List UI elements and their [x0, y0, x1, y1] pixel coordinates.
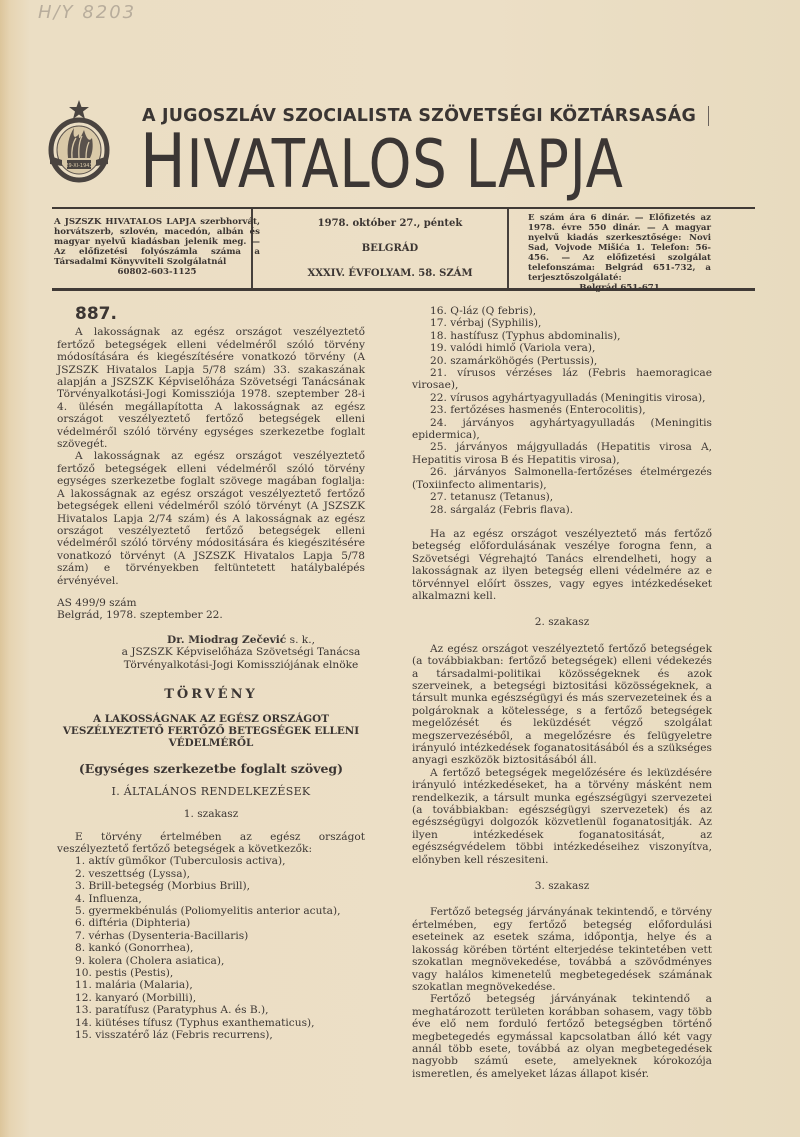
left-column	[57, 304, 365, 1042]
list-item: 19. valódi himlő (Variola vera),	[430, 342, 596, 355]
list-item: 4. Influenza,	[75, 892, 142, 905]
intro-paragraph-1: A lakosságnak az egész országot veszélyeztető fertőző betegségek elleni védelméről szóló törvény módosítására és kiegészítésére vonatkozó törvény (A JSZSZK Hivatalos Lapja 5/78 szám) 33. szakaszának alapján a JSZSZK Képviselőháza Szövetségi Tanácsának Törvényalkotási-Jogi Komissziója 1978. szeptember 28-i 4. ülésén megállapította A lakosságnak az egész országot veszélyeztető fertőző betegségek elleni védelméről szóló törvény egységes szerkezetbe foglalt szövegét.	[57, 326, 365, 451]
right-column	[412, 305, 712, 1080]
section-2-paragraph-2: A fertőző betegségek megelőzésére és leküzdésére irányuló intézkedéseket, ha a törvény másként nem rendelkezik, a társult munka egészségügyi szervezetei (a továbbiakban: egészségügyi szervezetek) és az egészségügyi dolgozók közvetlenül foganatositják. Az ilyen intézkedések foganatositását, az egészségvédelem többi intézkedéseihez viszonyítva, előnyben kell részesiteni.	[412, 766, 712, 866]
list-item: 21. vírusos vérzéses láz (Febris haemoragicae virosae),	[412, 367, 712, 392]
title-initial: H	[140, 117, 187, 205]
list-item: 27. tetanusz (Tetanus),	[430, 491, 554, 504]
law-subtitle: A LAKOSSÁGNAK AZ EGÉSZ ORSZÁGOT VESZÉLYEZTETŐ FERTŐZŐ BETEGSÉGEK ELLENI VÉDELMÉRŐL	[62, 713, 360, 750]
section-2-heading: 2. szakasz	[534, 616, 590, 629]
list-item: 3. Brill-betegség (Morbius Brill),	[75, 880, 251, 893]
list-item: 26. járványos Salmonella-fertőzéses ételmérgezés (Toxiinfecto alimentaris),	[412, 466, 712, 491]
issue-city: BELGRÁD	[361, 243, 419, 254]
list-item: 17. vérbaj (Syphilis),	[430, 317, 542, 330]
law-consolidated-note: (Egységes szerkezetbe foglalt szöveg)	[78, 761, 344, 777]
signature-block	[57, 634, 365, 671]
list-item: 28. sárgaláz (Febris flava).	[430, 503, 574, 516]
subscription-text: A JSZSZK HIVATALOS LAPJA szerbhorvát, horvátszerb, szlovén, macedón, albán és magyar nyelvű kiadásban jelenik meg. — Az előfizetési folyószámla száma a Társadalmi Könyvviteli Szolgálatnál	[54, 217, 260, 267]
list-item: 16. Q-láz (Q febris),	[430, 305, 537, 317]
document-number: 887.	[75, 304, 117, 324]
disease-list-part-2	[412, 305, 712, 516]
reference-number: AS 499/9 szám	[57, 596, 137, 609]
distribution-phone: Belgrád 651-671	[579, 283, 660, 293]
list-item: 9. kolera (Cholera asiatica),	[75, 954, 225, 967]
issue-date: 1978. október 27., péntek	[317, 218, 463, 229]
handwritten-archive-note: H/Y 8203	[38, 2, 137, 23]
law-heading: TÖRVÉNY	[164, 686, 258, 702]
list-item: 6. diftéria (Diphteria)	[75, 917, 191, 930]
signatory-title: a JSZSZK Képviselőháza Szövetségi Tanácsa Törvényalkotási-Jogi Komissziójának elnöke	[121, 646, 361, 671]
subscription-info	[54, 217, 260, 277]
reference-place-date: Belgrád, 1978. szeptember 22.	[57, 609, 223, 622]
list-item: 8. kankó (Gonorrhea),	[75, 942, 194, 955]
intro-paragraph-2: A lakosságnak az egész országot veszélyeztető fertőző betegségek elleni védelméről szóló törvény egységes szerkezetbe foglalt szövege magában foglalja: A lakosságnak az egész országot veszélyeztető fertőző betegségek elleni védelméről szóló törvényt (A JSZSZK Hivatalos Lapja 2/74 szám) és A lakosságnak az egész országot veszélyeztető fertőző betegségek elleni védelméről szóló törvény módositására és kiegészitésére vonatkozó törvényt (A JSZSZK Hivatalos Lapja 5/78 szám) e törvényekben feltüntetett hatálybalépés érvényével.	[57, 450, 365, 587]
list-item: 7. vérhas (Dysenteria-Bacillaris)	[75, 929, 249, 942]
signatory-suffix: s. k.,	[286, 633, 315, 646]
list-item: 18. hastífusz (Typhus abdominalis),	[430, 329, 621, 342]
signatory-name: Dr. Miodrag Zečević	[167, 633, 287, 646]
price-contact-text: E szám ára 6 dinár. — Előfizetés az 1978. évre 550 dinár. — A magyar nyelvű kiadás szerkesztősége: Novi Sad, Vojvode Mišića 1. Telefon: 56-456. — Az előfizetési szolgálat telefonszáma: Belgrád 651-732, a terjesztőszolgálaté:	[528, 213, 711, 283]
list-item: 14. kiütéses tífusz (Typhus exanthematicus),	[75, 1016, 315, 1029]
coat-of-arms-icon	[48, 98, 110, 196]
section-1-intro: E törvény értelmében az egész országot veszélyeztető fertőző betegségek a következők:	[57, 830, 365, 855]
header-rule-top	[52, 207, 755, 209]
account-number: 60802-603-1125	[117, 267, 197, 277]
list-item: 13. paratífusz (Paratyphus A. és B.),	[75, 1004, 269, 1017]
kicker-divider	[708, 106, 709, 126]
list-item: 24. járványos agyhártyagyulladás (Meningitis epidermica),	[412, 416, 712, 442]
issue-info	[270, 218, 510, 293]
section-3-paragraph-1: Fertőző betegség járványának tekintendő, e törvény értelmében, egy fertőző betegség előfordulási eseteinek az esetek száma, időpontja, helye és a lakosság körében történt elterjedése tekintetében vett szokatlan megnövekedése, továbbá a szövődményes vagy halálos kimenetelű megbetegedések számának szokatlan megnövekedése.	[412, 906, 712, 993]
issue-volume: XXXIV. ÉVFOLYAM. 58. SZÁM	[307, 268, 473, 279]
list-item: 10. pestis (Pestis),	[75, 967, 174, 980]
svg-text:29-XI-1943: 29-XI-1943	[65, 163, 93, 169]
spacer	[412, 516, 712, 528]
masthead-title	[140, 117, 624, 205]
price-contact-info	[528, 213, 711, 293]
list-item: 23. fertőzéses hasmenés (Enterocolitis),	[430, 404, 646, 417]
section-2-paragraph-1: Az egész országot veszélyeztető fertőző betegségek (a továbbiakban: fertőző betegségek) elleni védekezés a társadalmi-politikai közösségeknek és azok szerveinek, a betegségi biztositási közösségeknek, a társult munka egészségügyi és más szervezeteinek és a polgároknak a kötelessége, s a fertőző betegségek megelőzését és leküzdését végző szolgálat megszervezéséből, a megelőzésre és felügyeletre irányuló intézkedések foganatositásából és a szükséges anyagi eszközök biztositásából áll.	[412, 642, 712, 767]
other-diseases-paragraph: Ha az egész országot veszélyeztető más fertőző betegség előfordulásának veszélye forogna fenn, a Szövetségi Végrehajtó Tanács elrendelheti, hogy a lakosságnak az ilyen betegség elleni védelmére az e törvénnyel előírt összes, vagy egyes intézkedéseket alkalmazni kell.	[412, 527, 712, 602]
chapter-heading: I. ÁLTALÁNOS RENDELKEZÉSEK	[111, 784, 311, 798]
section-1-heading: 1. szakasz	[183, 808, 239, 821]
list-item: 11. malária (Malaria),	[75, 979, 193, 992]
section-3-paragraph-2: Fertőző betegség járványának tekintendő a meghatározott területen korábban sohasem, vagy több éve elő nem forduló fertőző betegségben történő megbetegedés egymással kapcsolatban álló két vagy annál több esete, továbbá az olyan megbetegedések nagyobb számú esete, amelyeknek kórokozója ismeretlen, és amelyeket lázas állapot kisér.	[412, 993, 712, 1080]
masthead-kicker: A JUGOSZLÁV SZOCIALISTA SZÖVETSÉGI KÖZTÁRSASÁG	[142, 106, 697, 126]
list-item: 20. szamárköhögés (Pertussis),	[430, 354, 598, 367]
disease-list-part-1	[57, 855, 365, 1041]
title-rest: IVATALOS LAPJA	[186, 126, 624, 204]
list-item: 12. kanyaró (Morbilli),	[75, 991, 197, 1004]
list-item: 1. aktív gümőkor (Tuberculosis activa),	[75, 855, 286, 868]
section-3-heading: 3. szakasz	[534, 880, 590, 893]
list-item: 2. veszettség (Lyssa),	[75, 867, 191, 880]
list-item: 15. visszatérő láz (Febris recurrens),	[75, 1029, 273, 1042]
list-item: 5. gyermekbénulás (Poliomyelitis anterior acuta),	[75, 905, 341, 918]
list-item: 25. járványos májgyulladás (Hepatitis virosa A, Hepatitis virosa B és Hepatitis virosa),	[412, 441, 712, 466]
list-item: 22. vírusos agyhártyagyulladás (Meningitis virosa),	[430, 391, 706, 404]
